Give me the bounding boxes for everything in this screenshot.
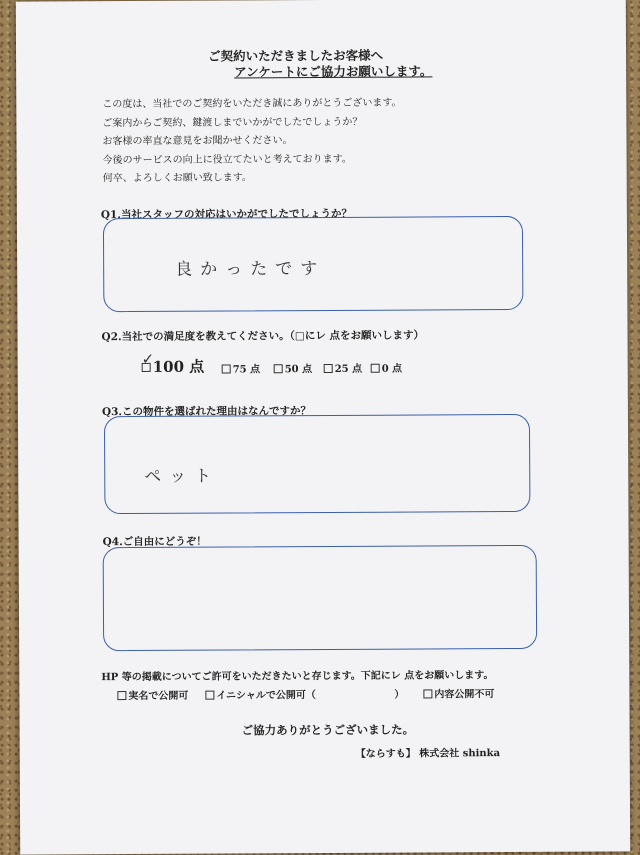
q2-label: Q2.当社での満足度を教えてください。（□にレ 点をお願いします） [101,329,424,344]
form-title-line1: ご契約いただきましたお客様へ [208,47,384,64]
hp-option-realname[interactable]: 実名で公開可 [117,687,188,702]
q3-handwritten-answer: ペット [144,466,220,487]
q1-handwritten-answer: 良かったです [175,258,326,280]
intro-line-3: お客様の率直な意見をお聞かせください。 [102,135,293,148]
company-name: 【ならすも】 株式会社 shinka [355,748,501,760]
q3-label: Q3.この物件を選ばれた理由はなんですか？ [101,405,312,419]
q1-label: Q1.当社スタッフの対応はいかがでしたでしょうか？ [100,207,353,222]
checkbox[interactable] [423,689,432,698]
q2-option-75[interactable]: 75 点 [222,360,260,375]
hp-option-initials[interactable]: イニシャルで公開可（ [205,686,315,702]
q4-label: Q4.ご自由にどうぞ！ [102,535,207,549]
checkbox[interactable] [324,364,333,373]
q2-option-25[interactable]: 25 点 [324,360,362,375]
intro-line-1: この度は、当社でのご契約をいただき誠にありがとうございます。 [102,97,402,111]
checkbox[interactable] [222,364,231,373]
checkbox[interactable] [274,364,283,373]
q4-answer-box[interactable] [103,545,538,651]
intro-line-2: ご案内からご契約、鍵渡しまでいかがでしたでしょうか？ [102,116,363,130]
q2-option-0[interactable]: 0 点 [371,360,403,375]
checkbox[interactable] [205,691,214,700]
intro-line-5: 何卒、よろしくお願い致します。 [102,172,252,185]
q2-option-100[interactable]: 100 点 [142,356,205,377]
check-mark-icon: ✓ [141,349,155,368]
hp-permission-label: HP 等の掲載についてご許可をいただきたいと存じます。下記にレ 点をお願いします。 [101,670,494,684]
checkbox[interactable] [371,364,380,373]
hp-option-private[interactable]: 内容公開不可 [423,685,494,700]
q2-option-50[interactable]: 50 点 [274,360,312,375]
thanks-message: ご協力ありがとうございました。 [241,722,415,738]
form-title-line2: アンケートにご協力お願いします。 [234,63,433,80]
checkbox[interactable] [117,691,126,700]
intro-line-4: 今後のサービスの向上に役立てたいと考えております。 [102,153,352,167]
hp-option-initials-close: ） [394,689,405,701]
survey-sheet [16,0,630,855]
